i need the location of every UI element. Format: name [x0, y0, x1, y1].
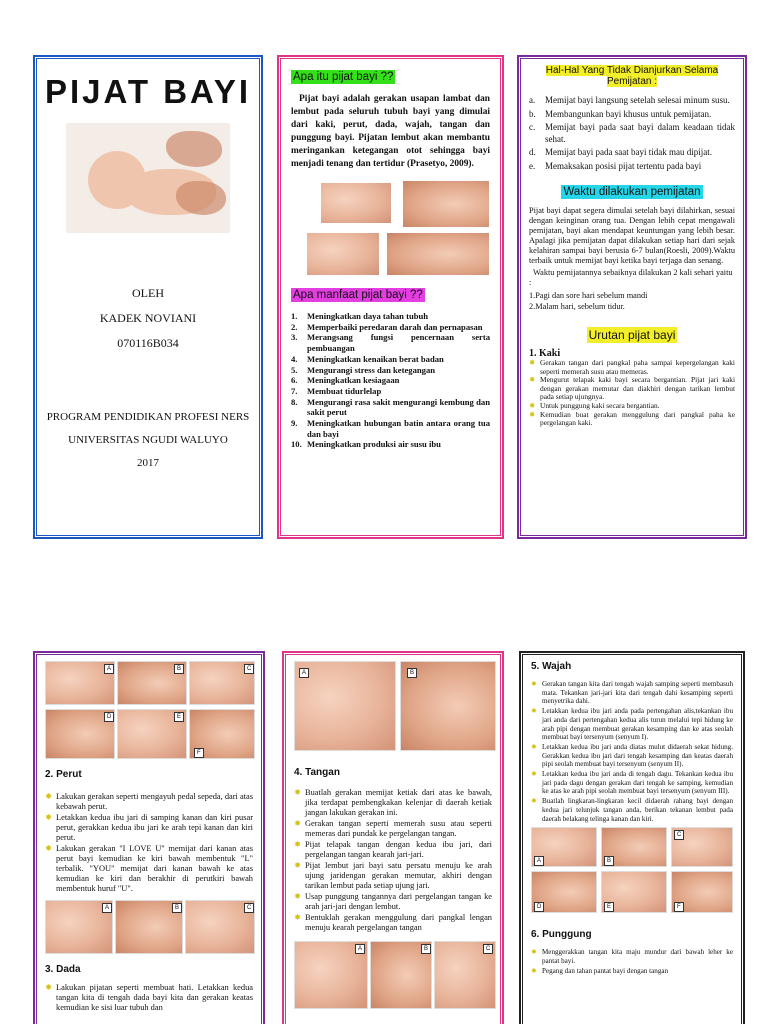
perut-step [45, 844, 253, 894]
item-text: Untuk punggung kaki secara bergantian. [540, 400, 660, 410]
step-dada-title: 3. Dada [45, 964, 81, 975]
tangan-step [294, 840, 492, 860]
tangan-step [294, 892, 492, 912]
perut-dada-panel [34, 652, 264, 1024]
item-text: Letakkan kedua ibu jari di samping kanan dan kiri pusar perut, gerakkan kedua ibu jari ke arah tepi kanan dan kiri perut. [56, 813, 253, 842]
benefit-item [291, 418, 490, 439]
kaki-step [529, 411, 735, 428]
wajah-step [531, 743, 733, 769]
brochure-title: PIJAT BAYI [44, 73, 252, 110]
time-paragraph-2: Waktu pemijatannya sebaiknya dilakukan 2 kali sehari yaitu : [529, 268, 733, 287]
star-bullet-icon: ✸ [294, 840, 302, 849]
star-bullet-icon: ✸ [45, 844, 53, 853]
star-bullet-icon: ✸ [529, 409, 536, 419]
year: 2017 [137, 457, 159, 469]
item-text: Meningkatkan daya tahan tubuh [307, 311, 429, 321]
item-text: Bentuklah gerakan menggulung dari pangkal lengan menuju kearah pergelangan tangan [305, 913, 492, 932]
kaki-steps [529, 359, 735, 428]
university-name: UNIVERSITAS NGUDI WALUYO [68, 434, 228, 446]
star-bullet-icon: ✸ [45, 792, 53, 801]
photo-label: A [355, 944, 365, 954]
item-text: Pijat lembut jari bayi satu persatu menuju ke arah ujung jaridengan gerakan memutar, akhiri dengan tarikan lembut pada setiap ujung jari. [305, 861, 492, 890]
item-text: Meningkatkan kenaikan berat badan [307, 353, 444, 364]
tangan-step [294, 819, 492, 839]
photo-label: B [604, 856, 614, 866]
item-text: Pegang dan tahan pantat bayi dengan tangan [542, 966, 669, 975]
star-bullet-icon: ✸ [529, 375, 536, 385]
item-text: Membuat tidurlelap [307, 385, 382, 396]
benefit-item [291, 397, 490, 418]
tangan-steps [294, 788, 492, 933]
item-text: Letakkan kedua ibu jari anda diatas mulut didaerah sekat hidung. Gerakkan kedua ibu jari dari tengah kesamping dan keatas daerah pipi seolah membuat bayi tersenyum (senyum II). [542, 742, 733, 769]
dont-item [529, 95, 735, 107]
program-name: PROGRAM PENDIDIKAN PROFESI NERS [46, 411, 250, 423]
tangan-step [294, 861, 492, 891]
item-number: c. [529, 122, 536, 132]
item-number: 2. [291, 321, 298, 332]
item-number: d. [529, 147, 536, 157]
dont-item [529, 147, 735, 159]
star-bullet-icon: ✸ [531, 707, 537, 716]
photo-label: C [483, 944, 493, 954]
wajah-step [531, 770, 733, 796]
item-text: Buatlah lingkaran-lingkaran kecil didaerah rahang bayi dengan kedua jari telunjuk tangan anda, berikan tekanan lembut pada daerah belakang telinga kanan dan kiri. [542, 797, 733, 823]
dont-item [529, 122, 735, 145]
item-text: Mengurangi stress dan ketegangan [307, 364, 436, 375]
perut-step [45, 792, 253, 812]
tangan-photos [294, 661, 492, 753]
star-bullet-icon: ✸ [531, 948, 537, 957]
star-bullet-icon: ✸ [529, 400, 536, 410]
step-tangan-title: 4. Tangan [294, 767, 340, 778]
tangan-step [294, 913, 492, 933]
benefit-item [291, 354, 490, 365]
star-bullet-icon: ✸ [531, 797, 537, 806]
photo-label: B [172, 903, 182, 913]
item-text: Gerakan tangan dari pangkal paha sampai kepergelangan kaki seperti memerah susu atau memeras. [540, 358, 735, 376]
donts-list [529, 95, 735, 172]
item-text: Meningkatkan produksi air susu ibu [307, 439, 441, 450]
item-text: Memaksakan posisi pijat tertentu pada bayi [545, 160, 702, 171]
wajah-step [531, 680, 733, 706]
photo-label: B [421, 944, 431, 954]
wajah-punggung-panel [520, 652, 744, 1024]
photo-label: D [104, 712, 114, 722]
item-text: Gerakan tangan kita dari tengah wajah samping seperti membasuh mata. Tekankan jari-jari kita dari tengah dahi kesamping seperti menyetrika dahi. [542, 680, 733, 706]
dont-item [529, 109, 735, 121]
item-text: Mengurut telapak kaki bayi secara bergantian. Pijat jari kaki dengan gerakan memutar dan diakhiri dengan tarikan lembut pada setiap ujungnya. [540, 375, 735, 402]
time-option-2: 2.Malam hari, sebelum tidur. [529, 302, 625, 311]
item-text: Menggerakkan tangan kita maju mundur dari bawah leher ke pantat bayi. [542, 948, 733, 965]
item-number: 9. [291, 418, 298, 429]
photo-label: F [674, 902, 684, 912]
baby-massage-photo [66, 123, 230, 233]
kaki-photos [45, 661, 253, 761]
tangan-photos-bottom [294, 941, 492, 1011]
benefit-item [291, 332, 490, 353]
kaki-step [529, 359, 735, 376]
item-number: b. [529, 108, 536, 119]
tangan-step [294, 788, 492, 818]
step-kaki-title: 1. Kaki [529, 348, 561, 359]
info-panel [278, 56, 503, 538]
dada-step [45, 983, 253, 1013]
step-punggung-title: 6. Punggung [531, 929, 592, 941]
item-text: Memijat bayi pada saat bayi dalam keadaan tidak sehat. [545, 122, 735, 144]
intro-paragraph: Pijat bayi adalah gerakan usapan lambat dan lembut pada seluruh tubuh bayi yang dimulai dari kaki, perut, dada, wajah, tangan dan punggung bayi. Pijatan lembut akan membantu meringankan ketegangan otot sehingga bayi menjadi tenang dan tertidur (Prasetyo, 2009). [291, 94, 490, 169]
item-number: e. [529, 160, 536, 171]
item-text: Lakukan pijatan seperti membuat hati. Letakkan kedua tangan kita di tengah dada bayi kita dan gerakan keatas kemudian ke sisi luar tubuh dan [56, 983, 253, 1012]
star-bullet-icon: ✸ [531, 680, 537, 688]
item-text: Memperbaiki peredaran darah dan pernapasan [307, 321, 483, 332]
item-text: Mengurangi rasa sakit mengurangi kembung dan sakit perut [307, 396, 490, 418]
step-wajah-title: 5. Wajah [531, 661, 572, 672]
student-id: 070116B034 [117, 336, 179, 350]
item-number: 4. [291, 353, 298, 364]
star-bullet-icon: ✸ [294, 913, 302, 922]
wajah-photos [531, 827, 733, 915]
item-text: Meningkatkan hubungan batin antara orang tua dan bayi [307, 418, 490, 439]
item-text: Merangsang fungsi pencernaan serta pembuangan [307, 332, 490, 354]
photo-label: E [174, 712, 184, 722]
guidelines-panel [518, 56, 746, 538]
photo-label: C [674, 830, 684, 840]
photo-label: B [407, 668, 417, 678]
star-bullet-icon: ✸ [294, 892, 302, 901]
dada-steps [45, 983, 253, 1013]
item-text: Meningkatkan kesiagaan [307, 375, 400, 386]
item-text: Pijat telapak tangan dengan kedua ibu jari, dari pergelangan tangan kearah jari-jari. [305, 840, 492, 859]
photo-label: A [534, 856, 544, 866]
heading-donts: Hal-Hal Yang Tidak Dianjurkan Selama Pemijatan : [545, 65, 719, 87]
photo-label: B [174, 664, 184, 674]
punggung-steps [531, 948, 733, 975]
photo-label: F [194, 748, 204, 758]
benefit-item [291, 322, 490, 333]
photo-label: A [299, 668, 309, 678]
wajah-steps [531, 680, 733, 823]
photo-label: A [102, 903, 112, 913]
star-bullet-icon: ✸ [45, 813, 53, 822]
wajah-step [531, 797, 733, 823]
item-text: Membangunkan bayi khusus untuk pemijatan. [545, 108, 712, 119]
photo-label: C [244, 664, 254, 674]
heading-sequence: Urutan pijat bayi [588, 328, 676, 342]
photo-label: D [534, 902, 544, 912]
time-paragraph: Pijat bayi dapat segera dimulai setelah bayi dilahirkan, sesuai dengan keinginan orang tua. Dengan lebih cepat mengawali pemijatan, bayi akan mendapat keuntungan yang lebih besar. Apalagi jika pemijatan dapat dilakukan setiap hari dari sejak kelahiran sampai bayi berusia 6-7 bulan(Roesli, 2009).Waktu terbaik untuk memijat bayi ketika bayi terjaga dan senang. [529, 206, 735, 265]
item-number: 8. [291, 396, 298, 407]
benefit-item [291, 375, 490, 386]
photo-label: E [604, 902, 614, 912]
massage-images [291, 181, 490, 277]
item-text: Memijat bayi langsung setelah selesai minum susu. [545, 95, 730, 105]
photo-label: A [104, 664, 114, 674]
heading-benefits: Apa manfaat pijat bayi ?? [293, 289, 423, 301]
benefits-list [291, 311, 490, 450]
item-number: 6. [291, 375, 298, 386]
institution-block [37, 406, 259, 475]
star-bullet-icon: ✸ [531, 966, 537, 975]
heading-time: Waktu dilakukan pemijatan [563, 186, 701, 198]
wajah-step [531, 707, 733, 742]
item-number: 10. [291, 439, 302, 450]
benefit-item [291, 439, 490, 450]
star-bullet-icon: ✸ [45, 983, 53, 992]
cover-panel [34, 56, 262, 538]
benefit-item [291, 311, 490, 322]
star-bullet-icon: ✸ [529, 358, 536, 367]
perut-step [45, 813, 253, 843]
star-bullet-icon: ✸ [294, 788, 302, 797]
author-block [37, 281, 259, 356]
star-bullet-icon: ✸ [294, 819, 302, 828]
dont-item [529, 161, 735, 173]
kaki-step [529, 376, 735, 402]
tangan-panel [283, 652, 503, 1024]
author-name: KADEK NOVIANI [99, 311, 197, 325]
benefit-item [291, 365, 490, 376]
item-number: 7. [291, 385, 298, 396]
star-bullet-icon: ✸ [531, 770, 537, 779]
item-text: Lakukan gerakan seperti mengayuh pedal sepeda, dari atas kebawah perut. [56, 792, 253, 811]
item-text: Memijat bayi pada saat bayi tidak mau dipijat. [545, 147, 712, 157]
heading-what-is: Apa itu pijat bayi ?? [293, 71, 394, 83]
item-number: 5. [291, 364, 298, 375]
by-label: OLEH [132, 286, 164, 300]
item-text: Letakkan kedua ibu jari anda pada pertengahan alis,tekankan ibu jari anda dari pertengahan kedua alis turun melalui tepi hidung ke arah pipi dengan membuat gerakan kesamping dan ke atas seolah membuat bayi tersenyum (senyum I). [542, 707, 733, 742]
punggung-step [531, 948, 733, 965]
star-bullet-icon: ✸ [294, 861, 302, 870]
item-text: Buatlah gerakan memijat ketiak dari atas ke bawah, jika terdapat pembengkakan kelenjar di daerah ketiak jangan lakukan gerakan ini. [305, 788, 492, 817]
perut-photos [45, 900, 253, 956]
item-number: 1. [291, 311, 298, 321]
punggung-step [531, 967, 733, 976]
item-text: Lakukan gerakan "I LOVE U" memijat dari kanan atas perut bayi kemudian ke kiri bawah membentuk "L" terbalik. "YOU" memijat dari kanan bawah ke atas kemudian ke kiri dan berakhir di perutkiri bawah membentuk huruf "U". [56, 844, 253, 893]
item-number: a. [529, 95, 536, 105]
star-bullet-icon: ✸ [531, 742, 537, 751]
time-option-1: 1.Pagi dan sore hari sebelum mandi [529, 291, 648, 300]
item-text: Kemudian buat gerakan menggulung dari pangkal paha ke pergelangan kaki. [540, 409, 735, 428]
item-number: 3. [291, 332, 298, 343]
photo-label: C [244, 903, 254, 913]
item-text: Usap punggung tangannya dari pergelangan tangan ke arah jari-jari dengan lembut. [305, 892, 492, 911]
benefit-item [291, 386, 490, 397]
step-perut-title: 2. Perut [45, 769, 82, 780]
item-text: Gerakan tangan seperti memerah susu atau seperti memeras dari pundak ke pergelangan tangan. [305, 819, 492, 838]
item-text: Letakkan kedua ibu jari anda di tengah dagu. Tekankan kedua ibu jari pada dagu dengan gerakan dari tengah ke samping, kemudian ke atas ke arah pipi seolah membuat bayi tersenyum (senyum III). [542, 770, 733, 796]
perut-steps [45, 792, 253, 894]
